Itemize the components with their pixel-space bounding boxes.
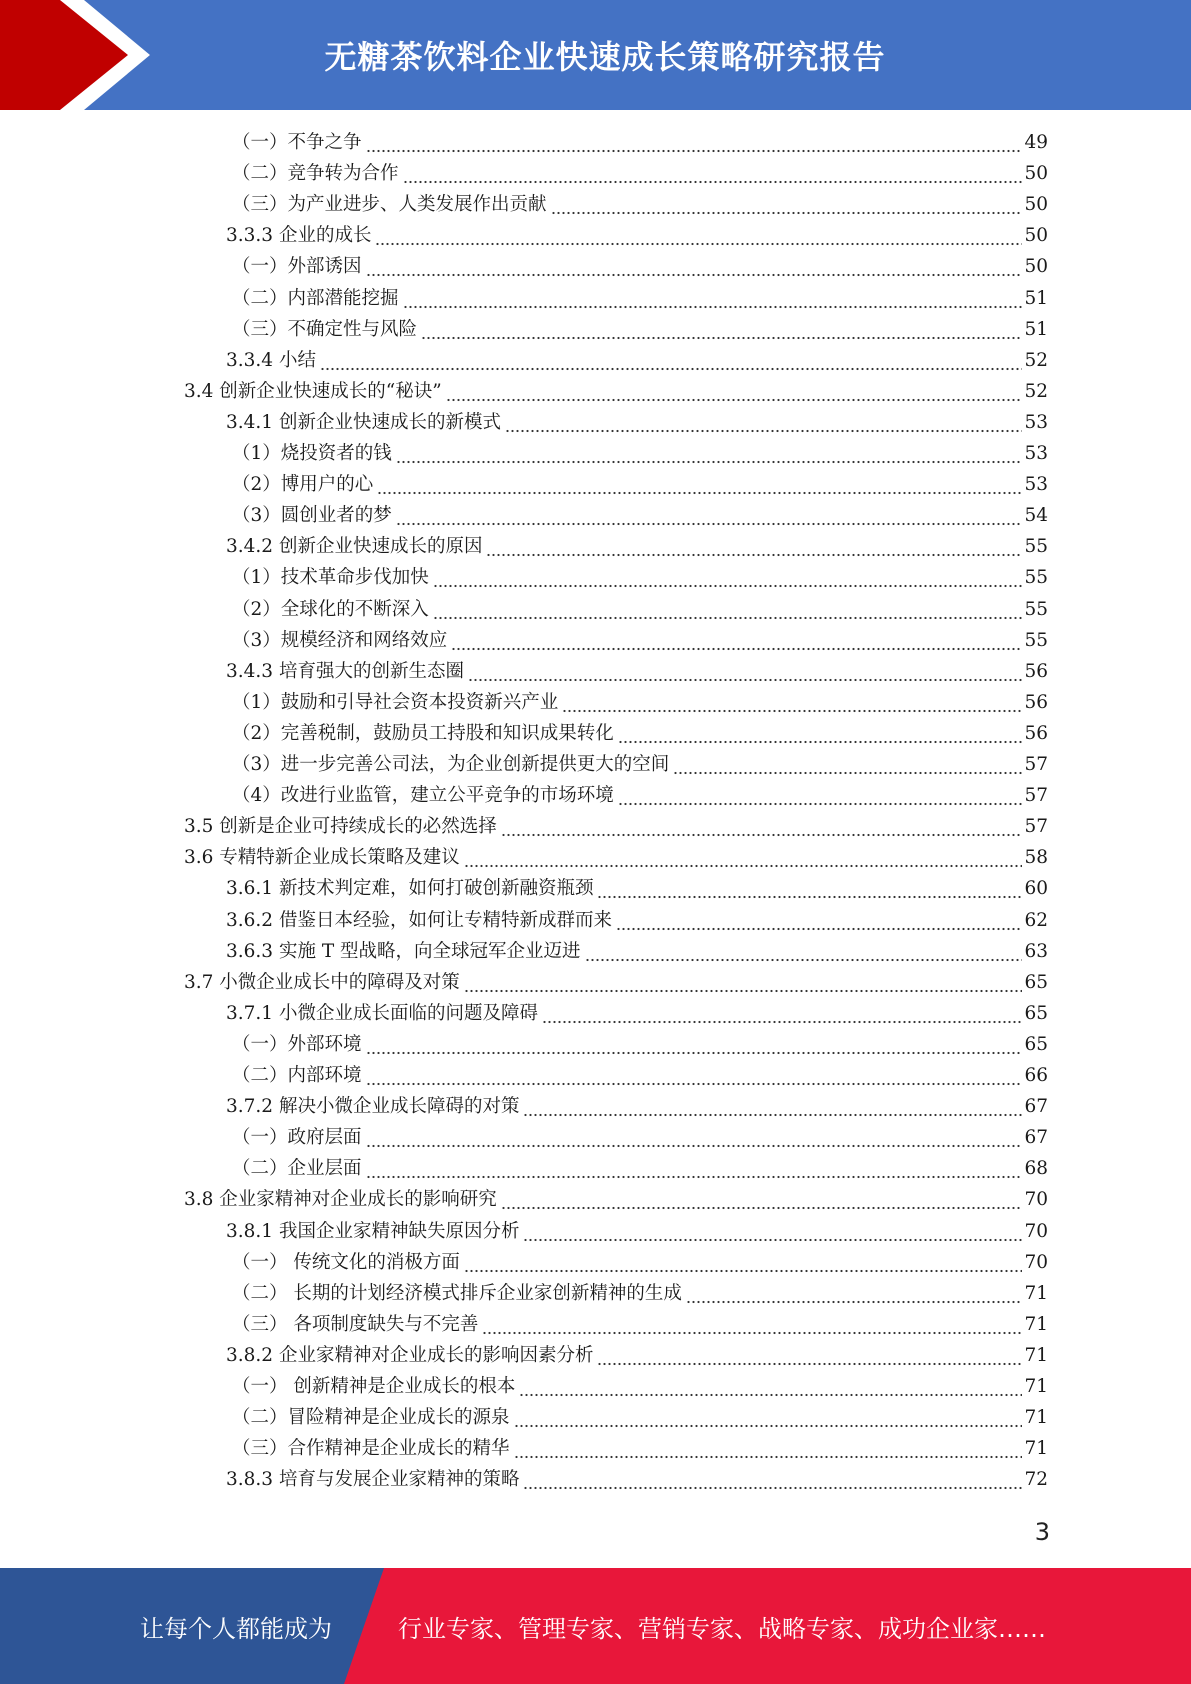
toc-leader-dots [562, 688, 1022, 718]
toc-entry-label: 3.7.2 解决小微企业成长障碍的对策 [226, 1096, 520, 1118]
toc-entry-label: 3.4.2 创新企业快速成长的原因 [226, 536, 483, 558]
toc-entry-label: （4）改进行业监管，建立公平竞争的市场环境 [232, 785, 614, 807]
toc-entry[interactable] [226, 1092, 1048, 1122]
toc-entry-page: 58 [1024, 847, 1048, 869]
toc-leader-dots [375, 221, 1022, 251]
toc-entry-page: 65 [1024, 971, 1048, 993]
footer-banner [0, 1568, 1191, 1684]
toc-entry[interactable] [232, 284, 1048, 314]
toc-entry[interactable] [232, 315, 1048, 345]
toc-entry-label: （二）内部环境 [232, 1065, 362, 1086]
toc-entry-page: 71 [1024, 1407, 1048, 1429]
toc-leader-dots [464, 843, 1023, 873]
toc-leader-dots [396, 439, 1023, 469]
toc-entry-label: 3.7.1 小微企业成长面临的问题及障碍 [226, 1002, 538, 1024]
toc-leader-dots [403, 159, 1023, 189]
toc-entry[interactable] [232, 1434, 1048, 1464]
toc-entry-label: （2）博用户的心 [232, 474, 374, 496]
toc-entry-label: （二）竞争转为合作 [232, 163, 399, 185]
toc-entry-page: 50 [1024, 256, 1048, 278]
toc-entry-label: （1）技术革命步伐加快 [232, 567, 429, 589]
header-banner [0, 0, 1191, 110]
toc-entry[interactable] [226, 999, 1048, 1029]
toc-leader-dots [320, 346, 1023, 376]
document-title: 无糖茶饮料企业快速成长策略研究报告 [324, 38, 886, 76]
toc-entry-label: （三） 各项制度缺失与不完善 [232, 1313, 479, 1335]
toc-leader-dots [446, 377, 1023, 407]
toc-entry[interactable] [226, 1465, 1048, 1495]
toc-leader-dots [403, 284, 1023, 314]
toc-entry-label: （三）合作精神是企业成长的精华 [232, 1438, 510, 1460]
toc-entry[interactable] [232, 563, 1048, 593]
toc-entry[interactable] [226, 221, 1048, 251]
toc-leader-dots [366, 1030, 1023, 1060]
toc-entry-page: 70 [1024, 1251, 1048, 1273]
toc-entry[interactable] [226, 1341, 1048, 1371]
toc-entry-label: （2）完善税制，鼓励员工持股和知识成果转化 [232, 722, 614, 744]
toc-entry-page: 67 [1024, 1096, 1048, 1118]
toc-leader-dots [542, 999, 1022, 1029]
toc-entry[interactable] [232, 1279, 1048, 1309]
toc-leader-dots [433, 563, 1023, 593]
toc-leader-dots [597, 874, 1022, 904]
toc-leader-dots [597, 1341, 1022, 1371]
toc-entry-page: 56 [1024, 660, 1048, 682]
toc-entry-page: 56 [1024, 691, 1048, 713]
toc-entry-page: 60 [1024, 878, 1048, 900]
toc-entry-label: 3.7 小微企业成长中的障碍及对策 [184, 971, 460, 993]
toc-entry-page: 53 [1024, 474, 1048, 496]
toc-entry[interactable] [232, 719, 1048, 749]
toc-entry[interactable] [226, 657, 1048, 687]
toc-leader-dots [366, 1061, 1023, 1091]
toc-entry-page: 50 [1024, 163, 1048, 185]
toc-entry-page: 50 [1024, 225, 1048, 247]
toc-entry-page: 72 [1024, 1469, 1048, 1491]
toc-leader-dots [464, 968, 1023, 998]
toc-entry-page: 57 [1024, 816, 1048, 838]
toc-entry[interactable] [232, 781, 1048, 811]
toc-leader-dots [523, 1465, 1022, 1495]
toc-leader-dots [482, 1310, 1022, 1340]
toc-entry-label: 3.6 专精特新企业成长策略及建议 [184, 847, 460, 869]
toc-leader-dots [616, 906, 1022, 936]
toc-entry-page: 49 [1024, 132, 1048, 153]
toc-entry-page: 71 [1024, 1313, 1048, 1335]
toc-entry-label: （二）内部潜能挖掘 [232, 287, 399, 309]
toc-entry[interactable] [184, 968, 1048, 998]
footer-slogan-left: 让每个人都能成为 [140, 1614, 332, 1643]
toc-entry-page: 55 [1024, 629, 1048, 651]
toc-entry-label: （二）冒险精神是企业成长的源泉 [232, 1407, 510, 1429]
toc-entry[interactable] [226, 937, 1048, 967]
toc-entry-label: （三）为产业进步、人类发展作出贡献 [232, 194, 547, 216]
toc-entry-page: 54 [1024, 505, 1048, 527]
toc-entry-label: （1）鼓励和引导社会资本投资新兴产业 [232, 691, 559, 713]
toc-entry-page: 53 [1024, 443, 1048, 464]
toc-entry-label: 3.8.2 企业家精神对企业成长的影响因素分析 [226, 1344, 594, 1366]
toc-entry[interactable] [232, 626, 1048, 656]
toc-entry[interactable] [184, 843, 1048, 873]
toc-entry-label: （一）外部环境 [232, 1033, 362, 1055]
toc-entry-label: 3.4 创新企业快速成长的“秘诀” [184, 380, 442, 402]
toc-entry-page: 57 [1024, 754, 1048, 775]
toc-entry-label: 3.3.4 小结 [226, 349, 316, 371]
toc-entry-page: 71 [1024, 1376, 1048, 1397]
footer-slogan-right: 行业专家、管理专家、营销专家、战略专家、成功企业家…… [398, 1614, 1046, 1643]
toc-entry-page: 70 [1024, 1189, 1048, 1211]
toc-entry[interactable] [184, 812, 1048, 842]
toc-entry-page: 52 [1024, 380, 1048, 402]
toc-entry-label: 3.4.3 培育强大的创新生态圈 [226, 660, 464, 682]
toc-entry-label: （一）外部诱因 [232, 256, 362, 278]
toc-leader-dots [421, 315, 1022, 345]
toc-entry-page: 71 [1024, 1438, 1048, 1460]
toc-entry-page: 70 [1024, 1220, 1048, 1242]
toc-entry-label: （二）企业层面 [232, 1158, 362, 1180]
toc-leader-dots [523, 1217, 1022, 1247]
toc-entry[interactable] [226, 906, 1048, 936]
toc-entry-label: （三）不确定性与风险 [232, 318, 418, 340]
toc-entry-page: 62 [1024, 909, 1048, 931]
toc-entry[interactable] [232, 1123, 1048, 1153]
toc-entry[interactable] [226, 874, 1048, 904]
toc-entry-label: （3）圆创业者的梦 [232, 505, 392, 527]
toc-entry[interactable] [226, 532, 1048, 562]
toc-leader-dots [433, 595, 1023, 625]
toc-entry-page: 56 [1024, 722, 1048, 744]
toc-entry-page: 52 [1024, 349, 1048, 371]
toc-entry-page: 55 [1024, 567, 1048, 589]
toc-entry-label: 3.8.3 培育与发展企业家精神的策略 [226, 1469, 520, 1491]
toc-entry-label: （一）不争之争 [232, 132, 362, 153]
toc-leader-dots [501, 1185, 1023, 1215]
toc-entry-label: 3.6.3 实施 T 型战略，向全球冠军企业迈进 [226, 940, 581, 962]
toc-entry[interactable] [226, 346, 1048, 376]
toc-entry-page: 65 [1024, 1033, 1048, 1055]
page-number: 3 [1034, 1518, 1050, 1546]
toc-entry-page: 71 [1024, 1344, 1048, 1366]
toc-leader-dots [519, 1372, 1022, 1402]
toc-entry-page: 50 [1024, 194, 1048, 216]
toc-entry-page: 66 [1024, 1065, 1048, 1086]
toc-leader-dots [366, 252, 1023, 282]
toc-leader-dots [585, 937, 1023, 967]
toc-entry[interactable] [184, 1185, 1048, 1215]
toc-entry-label: 3.3.3 企业的成长 [226, 225, 372, 247]
toc-entry-label: （一）政府层面 [232, 1127, 362, 1149]
toc-leader-dots [618, 781, 1023, 811]
toc-entry-page: 63 [1024, 940, 1048, 962]
toc-leader-dots [514, 1434, 1023, 1464]
toc-entry-page: 55 [1024, 598, 1048, 620]
toc-entry[interactable] [232, 252, 1048, 282]
toc-leader-dots [366, 128, 1023, 158]
toc-entry-label: （1）烧投资者的钱 [232, 443, 392, 464]
toc-entry[interactable] [232, 439, 1048, 469]
toc-leader-dots [377, 470, 1022, 500]
toc-entry-label: （一） 传统文化的消极方面 [232, 1251, 460, 1273]
toc-entry[interactable] [232, 1372, 1048, 1402]
toc-entry-page: 51 [1024, 318, 1048, 340]
toc-entry-page: 55 [1024, 536, 1048, 558]
toc-entry-page: 68 [1024, 1158, 1048, 1180]
toc-leader-dots [505, 408, 1022, 438]
toc-leader-dots [551, 190, 1023, 220]
toc-entry[interactable] [184, 377, 1048, 407]
toc-leader-dots [451, 626, 1022, 656]
toc-entry-label: （2）全球化的不断深入 [232, 598, 429, 620]
toc-leader-dots [686, 1279, 1023, 1309]
toc-leader-dots [514, 1403, 1023, 1433]
toc-entry-page: 57 [1024, 785, 1048, 807]
toc-entry[interactable] [232, 190, 1048, 220]
toc-entry-page: 71 [1024, 1282, 1048, 1304]
toc-entry-label: 3.5 创新是企业可持续成长的必然选择 [184, 816, 497, 838]
toc-leader-dots [366, 1154, 1023, 1184]
toc-entry-label: （一） 创新精神是企业成长的根本 [232, 1376, 516, 1397]
toc-entry[interactable] [232, 501, 1048, 531]
toc-entry-label: （二） 长期的计划经济模式排斥企业家创新精神的生成 [232, 1282, 682, 1304]
toc-leader-dots [464, 1248, 1023, 1278]
toc-entry[interactable] [232, 470, 1048, 500]
toc-entry[interactable] [232, 1248, 1048, 1278]
toc-entry-page: 53 [1024, 411, 1048, 433]
toc-leader-dots [673, 750, 1022, 780]
toc-entry[interactable] [232, 688, 1048, 718]
toc-entry-label: 3.4.1 创新企业快速成长的新模式 [226, 411, 501, 433]
toc-entry[interactable] [226, 1217, 1048, 1247]
toc-entry-page: 51 [1024, 287, 1048, 309]
toc-entry[interactable] [232, 750, 1048, 780]
toc-entry[interactable] [232, 1403, 1048, 1433]
toc-entry[interactable] [232, 1310, 1048, 1340]
toc-leader-dots [486, 532, 1022, 562]
toc-entry[interactable] [232, 1030, 1048, 1060]
toc-entry[interactable] [232, 595, 1048, 625]
toc-entry[interactable] [232, 128, 1048, 158]
toc-entry-page: 67 [1024, 1127, 1048, 1149]
toc-entry-label: （3）进一步完善公司法，为企业创新提供更大的空间 [232, 754, 670, 775]
toc-entry-label: 3.8.1 我国企业家精神缺失原因分析 [226, 1220, 520, 1242]
toc-entry[interactable] [232, 159, 1048, 189]
toc-leader-dots [396, 501, 1023, 531]
toc-leader-dots [501, 812, 1023, 842]
toc-leader-dots [366, 1123, 1023, 1153]
toc-entry[interactable] [232, 1154, 1048, 1184]
toc-leader-dots [468, 657, 1022, 687]
toc-leader-dots [523, 1092, 1022, 1122]
toc-entry-page: 65 [1024, 1002, 1048, 1024]
toc-leader-dots [618, 719, 1023, 749]
toc-entry[interactable] [226, 408, 1048, 438]
toc-entry-label: 3.6.2 借鉴日本经验，如何让专精特新成群而来 [226, 909, 612, 931]
toc-entry-label: 3.6.1 新技术判定难，如何打破创新融资瓶颈 [226, 878, 594, 900]
toc-entry-label: （3）规模经济和网络效应 [232, 629, 448, 651]
toc-entry-label: 3.8 企业家精神对企业成长的影响研究 [184, 1189, 497, 1211]
toc-entry[interactable] [232, 1061, 1048, 1091]
